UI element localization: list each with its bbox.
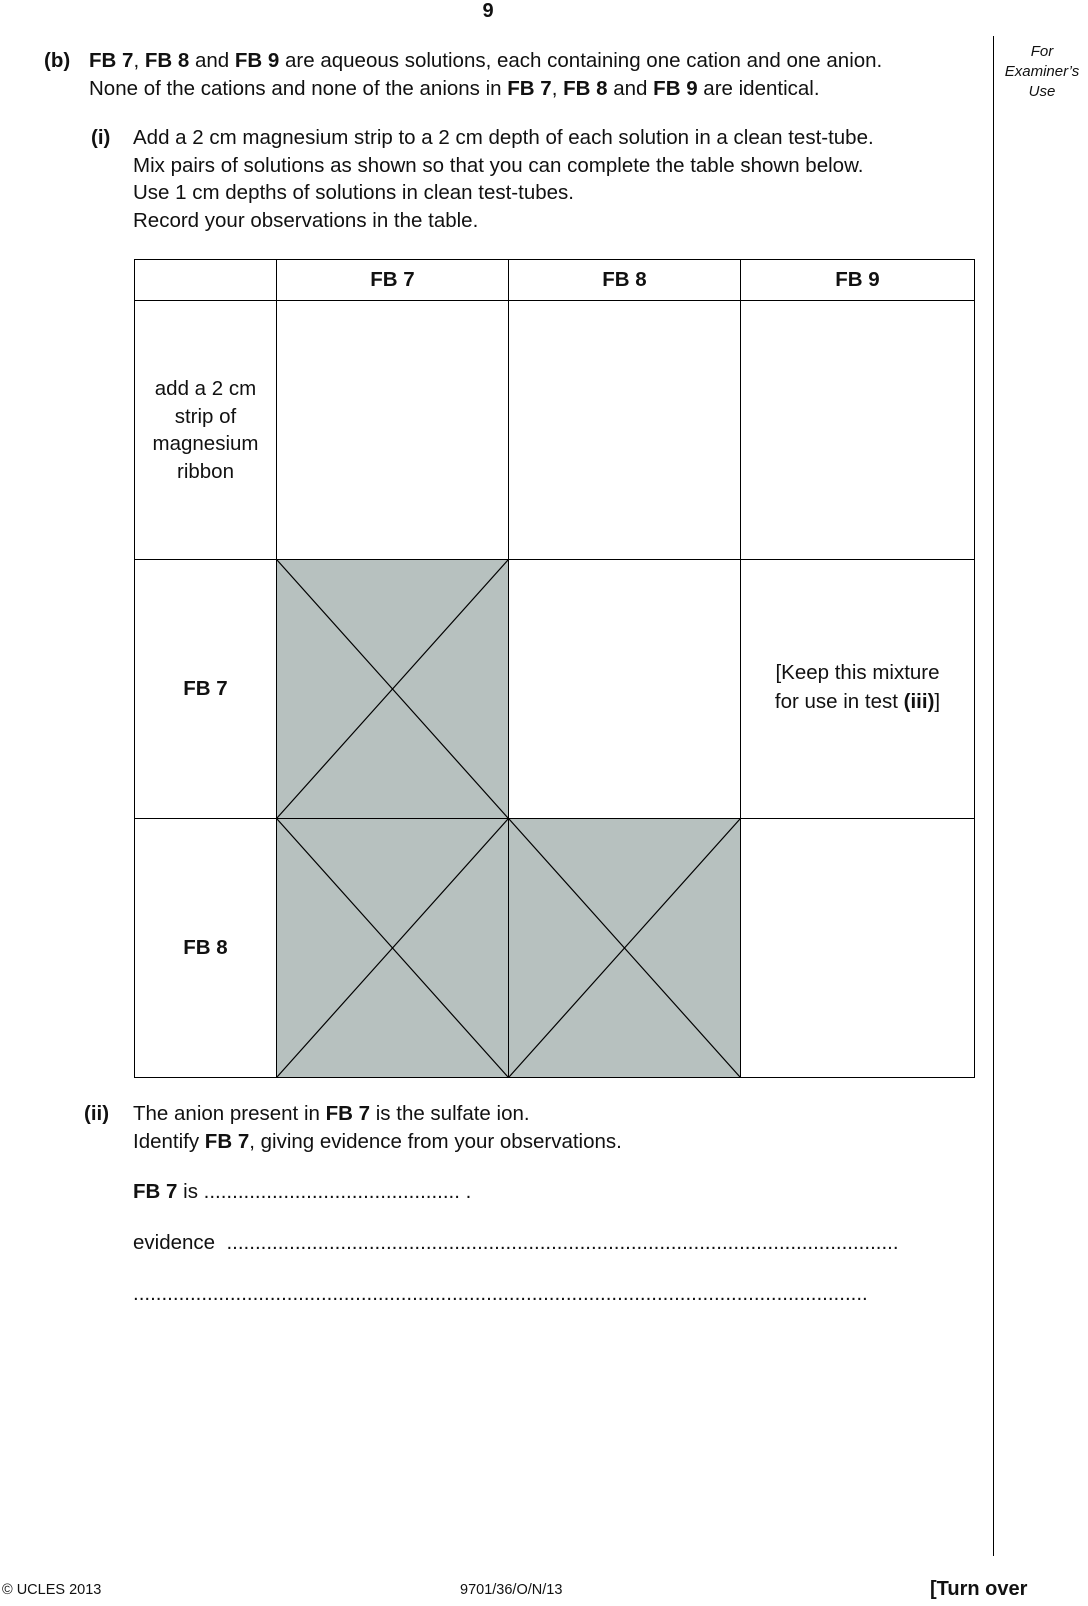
crossed-out-cell	[277, 819, 509, 1078]
part-i-line: Mix pairs of solutions as shown so that you can complete the table shown below.	[133, 153, 864, 177]
part-b-line-2: None of the cations and none of the anions in FB 7, FB 8 and FB 9 are identical.	[89, 77, 820, 100]
part-ii-line-2: Identify FB 7, giving evidence from your observations.	[133, 1130, 622, 1153]
part-ii-label: (ii)	[84, 1102, 110, 1125]
keep-mixture-note: [Keep this mixture for use in test (iii)]	[774, 660, 941, 713]
page-number: 9	[482, 0, 494, 22]
cross-out-icon	[509, 819, 740, 1077]
examiner-use-box	[998, 42, 1086, 102]
observation-table	[134, 259, 975, 1078]
answer-cell-fb8-fb9[interactable]	[741, 819, 975, 1078]
examiner-line-3: Use	[1028, 83, 1056, 100]
table-header-fb9: FB 9	[741, 260, 975, 301]
part-i-instructions	[133, 124, 874, 234]
answer-cell-fb7-fb9[interactable]	[741, 560, 975, 819]
table-header-blank	[135, 260, 277, 301]
part-ii-line-1: The anion present in FB 7 is the sulfate ion.	[133, 1102, 530, 1125]
part-i-line: Add a 2 cm magnesium strip to a 2 cm depth of each solution in a clean test-tube.	[133, 126, 874, 149]
table-row-fb7	[135, 560, 975, 819]
row-label-fb8: FB 8	[135, 819, 277, 1078]
cross-out-icon	[277, 560, 508, 818]
crossed-out-cell	[277, 560, 509, 819]
turn-over: [Turn over	[930, 1578, 1028, 1600]
table-header-fb8: FB 8	[509, 260, 741, 301]
examiner-line-1: For	[1030, 43, 1054, 60]
footer-paper-code: 9701/36/O/N/13	[460, 1582, 563, 1598]
part-i-label: (i)	[91, 126, 111, 149]
examiner-margin-rule	[993, 36, 994, 1556]
row-label-fb7: FB 7	[135, 560, 277, 819]
evidence-line[interactable]: evidence ......................................................................................................................	[133, 1231, 899, 1254]
evidence-line-2[interactable]: .................................................................................................................................	[133, 1282, 868, 1305]
table-header-fb7: FB 7	[277, 260, 509, 301]
footer-copyright: © UCLES 2013	[2, 1582, 102, 1598]
part-i-line: Record your observations in the table.	[133, 208, 479, 232]
answer-cell-mg-fb7[interactable]	[277, 301, 509, 560]
examiner-line-2: Examiner’s	[1004, 63, 1080, 80]
crossed-out-cell	[509, 819, 741, 1078]
answer-cell-fb7-fb8[interactable]	[509, 560, 741, 819]
cross-out-icon	[277, 819, 508, 1077]
table-row-fb8	[135, 819, 975, 1078]
part-i-line: Use 1 cm depths of solutions in clean test-tubes.	[133, 181, 574, 204]
part-b-line-1: FB 7, FB 8 and FB 9 are aqueous solutions, each containing one cation and one anion.	[89, 49, 883, 72]
table-row-magnesium	[135, 301, 975, 560]
evidence-label: evidence	[133, 1231, 216, 1254]
answer-cell-mg-fb8[interactable]	[509, 301, 741, 560]
row-label-magnesium: add a 2 cm strip of magnesium ribbon	[135, 301, 277, 560]
answer-cell-mg-fb9[interactable]	[741, 301, 975, 560]
part-b-label: (b)	[44, 49, 71, 72]
answer-fb7-line[interactable]: FB 7 is ............................................. .	[133, 1180, 472, 1203]
